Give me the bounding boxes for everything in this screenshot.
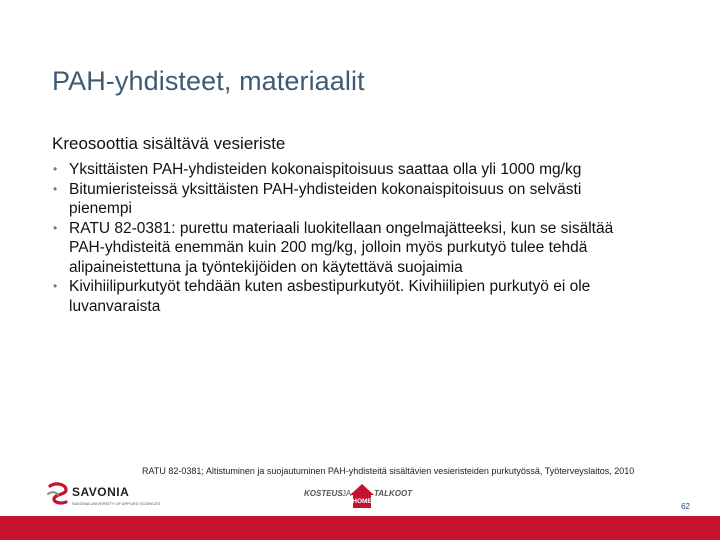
bullet-text: RATU 82-0381: purettu materiaali luokitellaan ongelmajätteeksi, kun se sisältää PAH-yhdisteitä enemmän kuin 200 mg/kg, jolloin myös purkutyö tulee tehdä alipaineistettuna ja työntekijöiden on käytettävä suojaimia bbox=[69, 219, 614, 276]
savonia-logo bbox=[46, 482, 161, 514]
bullet-text: Bitumieristeissä yksittäisten PAH-yhdisteiden kokonaispitoisuus on selvästi pienempi bbox=[69, 180, 582, 217]
source-reference: RATU 82-0381; Altistuminen ja suojautuminen PAH-yhdisteitä sisältävien vesieristeiden purkutyössä, Työterveyslaitos, 2010 bbox=[142, 466, 635, 476]
bullet-icon: • bbox=[53, 181, 58, 196]
campaign-right-text: TALKOOT bbox=[374, 489, 413, 498]
bullet-icon: • bbox=[53, 279, 58, 293]
campaign-logo bbox=[304, 484, 413, 510]
bullet-icon: • bbox=[53, 162, 58, 176]
bullet-item bbox=[52, 160, 642, 180]
savonia-name: SAVONIA bbox=[72, 485, 130, 499]
savonia-logo-mark-icon bbox=[46, 482, 70, 508]
slide-title: PAH-yhdisteet, materiaalit bbox=[52, 66, 365, 96]
bullet-text: Yksittäisten PAH-yhdisteiden kokonaispitoisuus saattaa olla yli 1000 mg/kg bbox=[69, 161, 582, 178]
campaign-house-text: HOME bbox=[352, 498, 372, 505]
bullet-text: Kivihiilipurkutyöt tehdään kuten asbestipurkutyöt. Kivihiilipien purkutyö ei ole luvanvaraista bbox=[69, 278, 591, 315]
savonia-subtext: SAVONIA UNIVERSITY OF APPLIED SCIENCES bbox=[72, 501, 161, 506]
bullet-item bbox=[52, 180, 642, 219]
campaign-left-text: KOSTEUS bbox=[304, 489, 343, 498]
slide-subtitle: Kreosoottia sisältävä vesieriste bbox=[52, 134, 286, 153]
bullet-item bbox=[52, 219, 642, 278]
bullet-icon: • bbox=[53, 220, 58, 235]
bullet-list bbox=[52, 160, 642, 316]
page-number: 62 bbox=[681, 502, 690, 511]
campaign-middle-text: JA bbox=[342, 489, 352, 498]
house-icon bbox=[349, 483, 375, 509]
bullet-item bbox=[52, 277, 642, 316]
footer-bar bbox=[0, 516, 720, 540]
